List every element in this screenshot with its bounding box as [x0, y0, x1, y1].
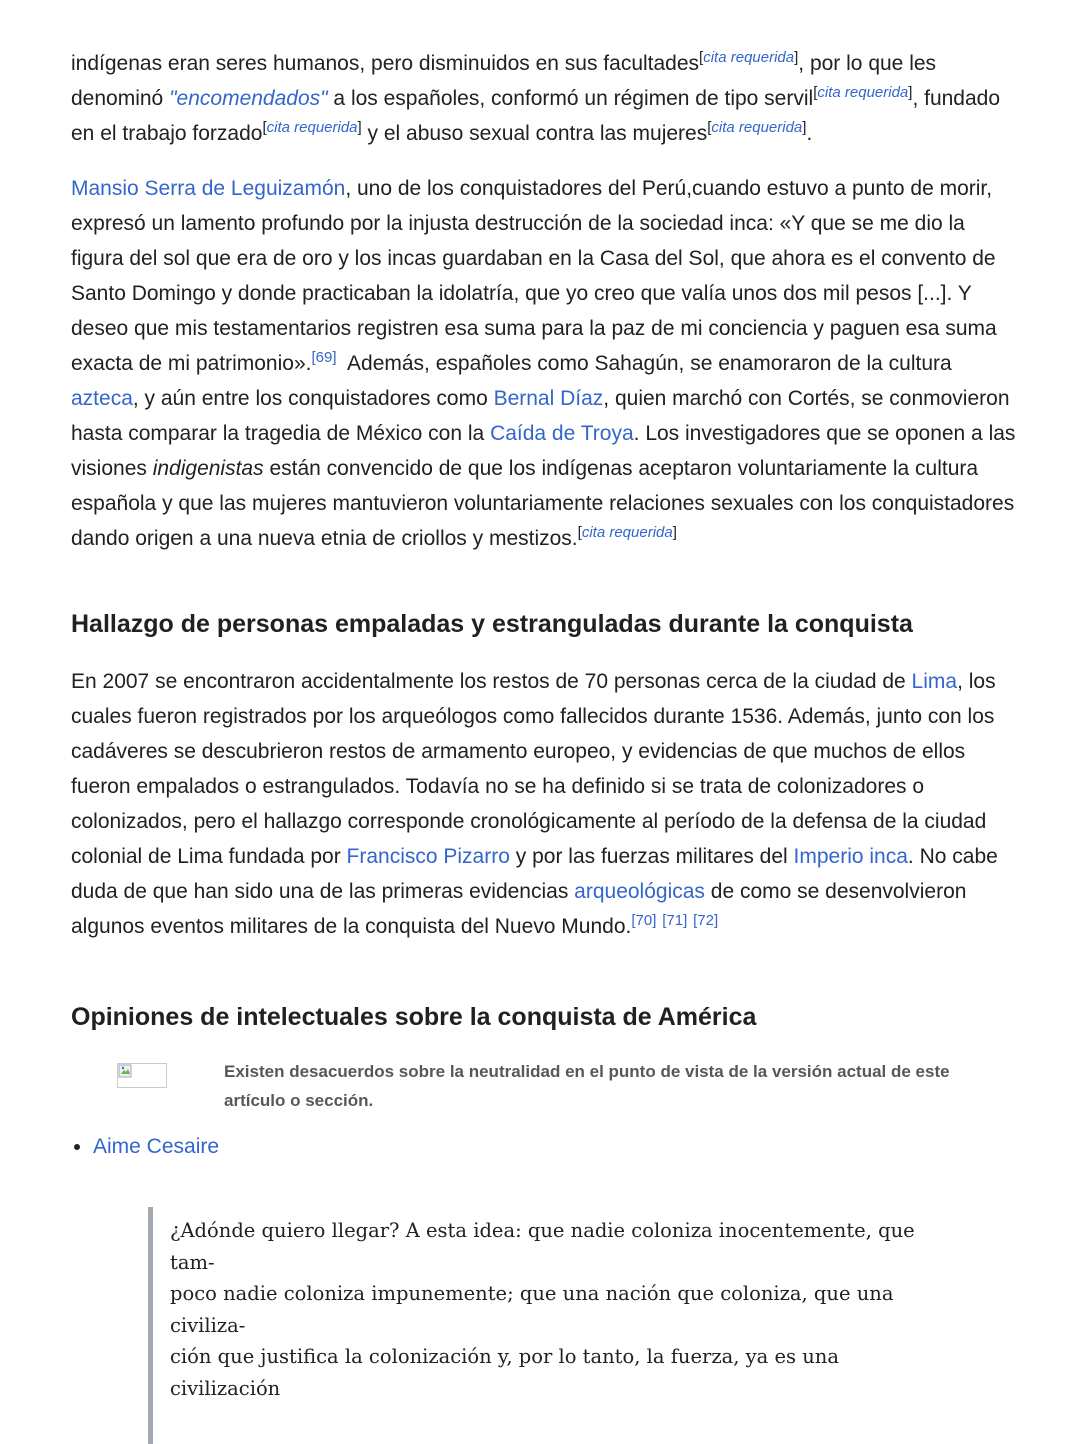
- text: , y aún entre los conquistadores como: [132, 387, 494, 410]
- reference-71[interactable]: [71]: [662, 911, 688, 929]
- quote-line: poco nadie coloniza impunemente; que una nación que coloniza, que una civiliza-: [170, 1282, 894, 1337]
- encomendados-link[interactable]: "encomendados": [169, 87, 328, 110]
- reference-72[interactable]: [72]: [693, 911, 719, 929]
- text: , por lo que les denominó: [71, 52, 937, 110]
- citation-needed[interactable]: [cita requerida]: [707, 118, 807, 136]
- section-heading-opiniones: Opiniones de intelectuales sobre la conquista de América: [71, 1003, 757, 1031]
- citation-needed-link[interactable]: cita requerida: [703, 48, 795, 66]
- text: . No cabe duda de que han sido una de las primeras evidencias: [71, 845, 998, 903]
- intellectuals-list: [71, 1129, 1016, 1164]
- link-azteca[interactable]: azteca: [71, 387, 133, 410]
- link-aime-cesaire[interactable]: Aime Cesaire: [93, 1135, 220, 1158]
- indigenistas-term: indigenistas: [152, 457, 264, 480]
- text: .: [806, 122, 813, 145]
- text: , fundado en el trabajo forzado: [71, 87, 1001, 145]
- text: . Los investigadores que se oponen a las visiones: [71, 422, 1016, 480]
- citation-needed[interactable]: [cita requerida]: [813, 83, 913, 101]
- reference-70[interactable]: [70]: [631, 911, 657, 929]
- text: , quien marchó con Cortés, se conmovieron hasta comparar la tragedia de México con la: [71, 387, 1010, 445]
- text: , uno de los conquistadores del Perú,cuando estuvo a punto de morir, expresó un lamento profundo por la injusta destrucción de la sociedad inca: «Y que se me dio la figura del sol que era de oro y los incas guardaban en la Casa del Sol, que ahora es el convento de Santo Domingo y donde practicaban la idolatría, que yo creo que valía unos dos mil pesos [...]. Y deseo que mis testamentarios registren esa suma para la paz de mi conciencia y paguen esa suma exacta de mi patrimonio».: [71, 177, 997, 375]
- text: están convencido de que los indígenas aceptaron voluntariamente la cultura española y que las mujeres mantuvieron voluntariamente relaciones sexuales con los conquistadores dando origen a una nueva etnia de criollos y mestizos.: [71, 457, 1015, 550]
- broken-image-icon: [117, 1063, 167, 1088]
- citation-needed[interactable]: [cita requerida]: [699, 48, 799, 66]
- citation-needed-link[interactable]: cita requerida: [817, 83, 909, 101]
- text: Además, españoles como Sahagún, se enamoraron de la cultura: [336, 352, 958, 375]
- neutrality-notice-text: Existen desacuerdos sobre la neutralidad en el punto de vista de la versión actual de este artículo o sección.: [224, 1062, 950, 1110]
- text: , los cuales fueron registrados por los arqueólogos como fallecidos durante 1536. Además, junto con los cadáveres se descubrieron restos de armamento europeo, y evidencias de que muchos de ellos fueron empalados o estrangulados. Todavía no se ha definido si se trata de colonizadores o colonizados, pero el hallazgo corresponde cronológicamente al período de la defensa de la ciudad colonial de Lima fundada por: [71, 670, 996, 868]
- link-arqueologicas[interactable]: arqueológicas: [574, 880, 705, 903]
- link-bernal-diaz[interactable]: Bernal Díaz: [493, 387, 604, 410]
- paragraph-encomendados: [71, 46, 1016, 151]
- link-mansio-serra[interactable]: Mansio Serra de Leguizamón: [71, 177, 346, 200]
- text: y por las fuerzas militares del: [509, 845, 794, 868]
- section-heading-hallazgo: Hallazgo de personas empaladas y estranguladas durante la conquista: [71, 610, 913, 638]
- citation-needed-link[interactable]: cita requerida: [581, 523, 673, 541]
- neutrality-notice: [71, 1057, 1016, 1129]
- blockquote-cesaire: [148, 1207, 928, 1444]
- paragraph-hallazgo: [71, 664, 1016, 944]
- link-caida-de-troya[interactable]: Caída de Troya: [490, 422, 634, 445]
- citation-needed[interactable]: [cita requerida]: [577, 523, 677, 541]
- quote-line: ¿Adónde quiero llegar? A esta idea: que nadie coloniza inocentemente, que tam-: [170, 1219, 915, 1274]
- citation-needed-link[interactable]: cita requerida: [266, 118, 358, 136]
- link-imperio-inca[interactable]: Imperio inca: [793, 845, 908, 868]
- quote-line: ción que justifica la colonización y, por lo tanto, la fuerza, ya es una civilización: [170, 1345, 839, 1400]
- article-content: [71, 46, 1016, 1164]
- citation-needed-link[interactable]: cita requerida: [711, 118, 803, 136]
- text: de como se desenvolvieron algunos eventos militares de la conquista del Nuevo Mundo.: [71, 880, 967, 938]
- list-item: [93, 1129, 1016, 1164]
- link-francisco-pizarro[interactable]: Francisco Pizarro: [346, 845, 510, 868]
- text: y el abuso sexual contra las mujeres: [361, 122, 708, 145]
- paragraph-mansio: [71, 171, 1016, 556]
- text: a los españoles, conformó un régimen de tipo servil: [327, 87, 814, 110]
- text: indígenas eran seres humanos, pero disminuidos en sus facultades: [71, 52, 700, 75]
- text: En 2007 se encontraron accidentalmente los restos de 70 personas cerca de la ciudad de: [71, 670, 912, 693]
- citation-needed[interactable]: [cita requerida]: [262, 118, 362, 136]
- link-lima[interactable]: Lima: [911, 670, 958, 693]
- reference-69[interactable]: [69]: [311, 348, 337, 366]
